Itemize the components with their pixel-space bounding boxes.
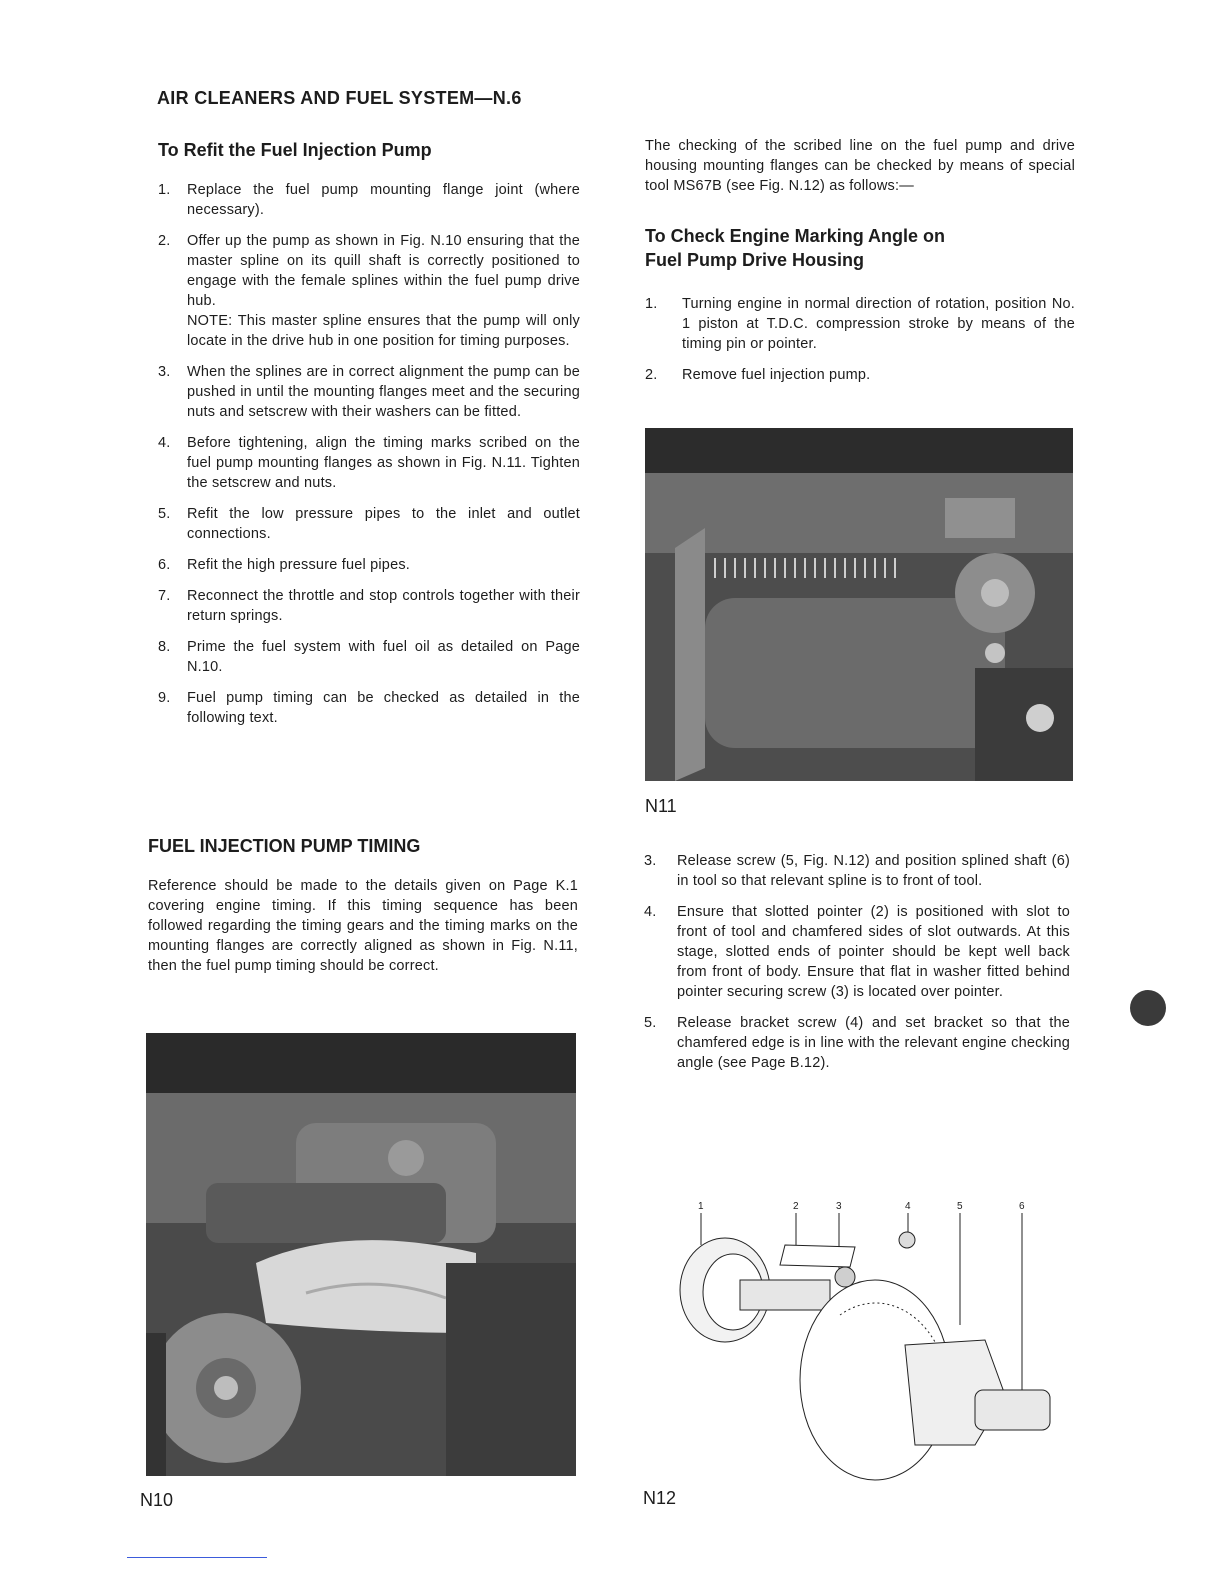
callout-4: 4 xyxy=(905,1201,911,1212)
timing-tool-drawing xyxy=(645,1195,1065,1485)
timing-heading: FUEL INJECTION PUMP TIMING xyxy=(148,836,421,856)
intro-text: The checking of the scribed line on the fuel pump and drive housing mounting flanges can be checked by means of special tool MS67B (see Fig. N.12) as follows:— xyxy=(645,138,1075,194)
bottom-rule xyxy=(127,1557,267,1558)
page-header: AIR CLEANERS AND FUEL SYSTEM—N.6 xyxy=(157,88,522,108)
timing-text: Reference should be made to the details given on Page K.1 covering engine timing. If this timing sequence has been followed regarding the timing gears and the timing marks on the mounting flanges are correctly aligned as shown in Fig. N.11, then the fuel pump timing should be correct. xyxy=(148,878,578,974)
list-item: 9. Fuel pump timing can be checked as detailed in the following text. xyxy=(158,690,580,726)
list-item: 7. Reconnect the throttle and stop controls together with their return springs. xyxy=(158,588,580,624)
list-item: 1. Turning engine in normal direction of rotation, position No. 1 piston at T.D.C. compression stroke by means of the timing pin or pointer. xyxy=(645,296,1075,352)
callout-6: 6 xyxy=(1019,1201,1025,1212)
figure-n11-label: N11 xyxy=(645,796,677,816)
refit-steps xyxy=(150,180,580,728)
check-heading: To Check Engine Marking Angle on Fuel Pump Drive Housing xyxy=(645,226,946,270)
list-item: 3. When the splines are in correct alignment the pump can be pushed in until the mounting flanges meet and the securing nuts and setscrew with their washers can be fitted. xyxy=(158,364,580,420)
list-item: 6. Refit the high pressure fuel pipes. xyxy=(158,557,411,573)
note-text: NOTE: This master spline ensures that the pump will only locate in the drive hub in one position for timing purposes. xyxy=(187,313,580,349)
left-column xyxy=(150,138,580,739)
figure-n10-label: N10 xyxy=(140,1490,174,1510)
pump-installation-image xyxy=(146,1033,576,1476)
figure-n12-diagram xyxy=(645,1195,1065,1485)
callout-5: 5 xyxy=(957,1201,963,1212)
list-item: 4. Ensure that slotted pointer (2) is positioned with slot to front of tool and chamfered sides of slot outwards. At this stage, slotted ends of pointer should be kept well back from front of body. Ensure that flat in washer fitted behind pointer securing screw (3) is located over pointer. xyxy=(644,904,1070,1000)
right-column xyxy=(645,136,1075,396)
figure-n10-photo xyxy=(146,1033,576,1476)
check-steps-b xyxy=(640,851,1070,1073)
pump-flange-image xyxy=(645,428,1073,781)
callout-3: 3 xyxy=(836,1201,842,1212)
list-item: 5. Refit the low pressure pipes to the inlet and outlet connections. xyxy=(158,506,580,542)
check-steps-a xyxy=(645,294,1075,385)
list-item: 4. Before tightening, align the timing marks scribed on the fuel pump mounting flanges as shown in Fig. N.11. Tighten the setscrew and nuts. xyxy=(158,435,580,491)
binding-hole-mark xyxy=(1130,990,1166,1026)
list-item: 8. Prime the fuel system with fuel oil as detailed on Page N.10. xyxy=(158,639,580,675)
list-item: 1. Replace the fuel pump mounting flange joint (where necessary). xyxy=(158,182,580,218)
figure-n11-photo xyxy=(645,428,1073,781)
refit-heading: To Refit the Fuel Injection Pump xyxy=(158,140,432,160)
callout-2: 2 xyxy=(793,1201,799,1212)
list-item: 5. Release bracket screw (4) and set bracket so that the chamfered edge is in line with the relevant engine checking angle (see Page B.12). xyxy=(644,1015,1070,1071)
list-item: 2. Offer up the pump as shown in Fig. N.10 ensuring that the master spline on its quill shaft is correctly positioned to engage with the female splines within the fuel pump drive hub. NOTE: This master spline ensures that the pump will only locate in the drive hub in one position for timing purposes. xyxy=(158,233,580,349)
list-item: 3. Release screw (5, Fig. N.12) and position splined shaft (6) in tool so that relevant spline is to front of tool. xyxy=(644,853,1070,889)
timing-section xyxy=(148,834,578,976)
callout-1: 1 xyxy=(698,1201,704,1212)
figure-n12-label: N12 xyxy=(643,1488,677,1508)
list-item: 2. Remove fuel injection pump. xyxy=(645,367,871,383)
check-steps-b-section xyxy=(640,851,1070,1084)
